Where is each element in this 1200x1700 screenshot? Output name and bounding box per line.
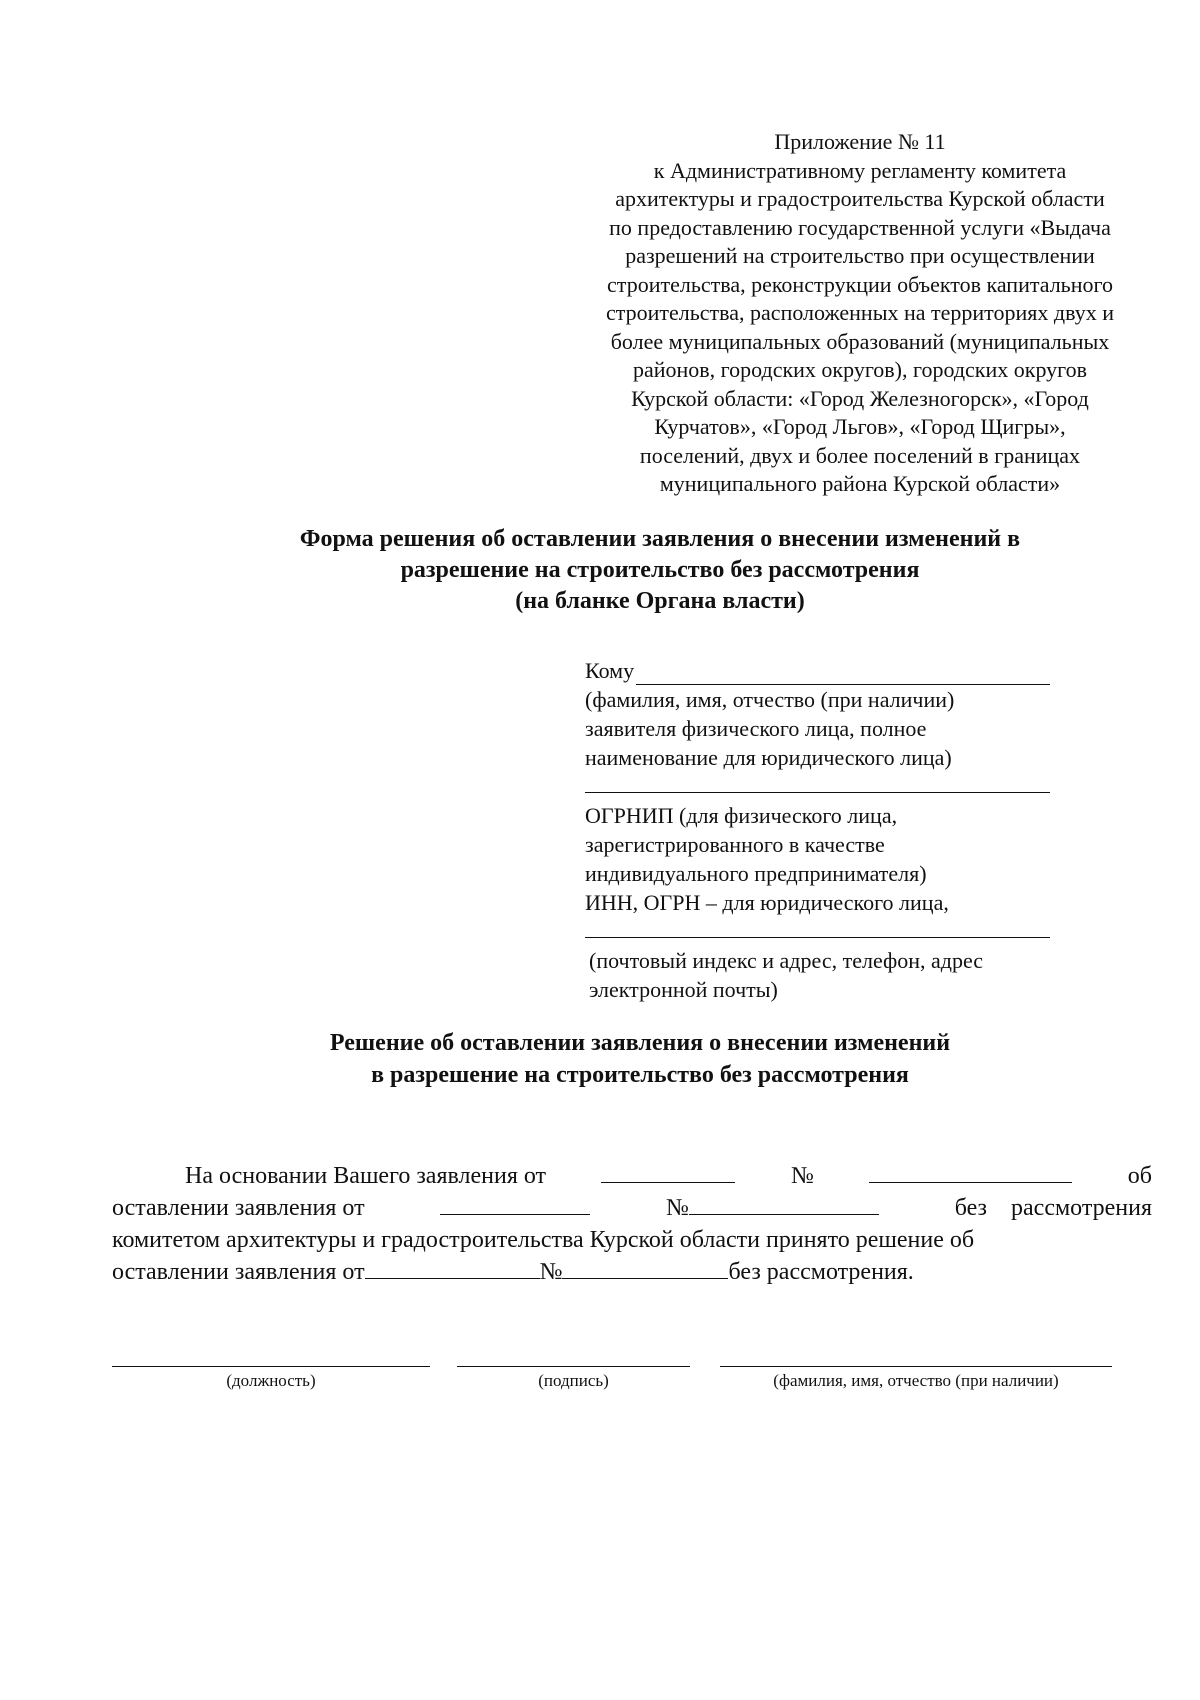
application-number-blank[interactable] (869, 1160, 1072, 1183)
recipient-block (585, 656, 1055, 1004)
recipient-to-label: Кому (585, 658, 635, 683)
application-date-blank[interactable] (601, 1160, 735, 1183)
recipient-address-blank[interactable] (585, 917, 1050, 938)
decision-body (112, 1160, 1152, 1288)
form-title (150, 524, 1170, 617)
decision-title (130, 1027, 1150, 1091)
signature-label: (подпись) (538, 1371, 609, 1390)
body-line-3 (112, 1224, 1152, 1256)
appendix-line: поселений, двух и более поселений в границах (639, 442, 1081, 468)
recipient-name-hint: заявителя физического лица, полное (585, 716, 927, 741)
full-name-field (720, 1366, 1112, 1391)
form-title-line: (на бланке Органа власти) (515, 588, 805, 614)
number-sign: № (790, 1163, 814, 1189)
decision-title-line: в разрешение на строительство без рассмотрения (371, 1062, 909, 1088)
appendix-line: строительства, расположенных на территориях двух и (605, 300, 1114, 325)
body-text-fragment: оставлении заявления от (112, 1195, 365, 1221)
decision-number-blank[interactable] (562, 1256, 728, 1279)
form-title-line: Форма решения об оставлении заявления о внесении изменений в (299, 526, 1021, 552)
body-text-fragment: комитетом архитектуры и градостроительства Курской области принято решение об (112, 1227, 975, 1253)
number-sign: № (539, 1259, 563, 1285)
body-line-1 (112, 1160, 1152, 1192)
appendix-line: Курчатов», «Город Льгов», «Город Щигры», (654, 414, 1066, 439)
body-line-2 (112, 1192, 1152, 1224)
dismissal-date-blank[interactable] (440, 1192, 590, 1215)
number-sign: № (666, 1195, 689, 1221)
signature-block (112, 1366, 1152, 1406)
appendix-line: более муниципальных образований (муниципальных (610, 328, 1110, 354)
body-text-fragment: На основании Вашего заявления от (185, 1163, 547, 1189)
appendix-line: районов, городских округов), городских округов (632, 357, 1088, 382)
recipient-address-hint: (почтовый индекс и адрес, телефон, адрес (589, 948, 984, 973)
appendix-line: Курской области: «Город Железногорск», «Город (631, 385, 1089, 411)
recipient-name-hint: наименование для юридического лица) (585, 745, 952, 770)
recipient-to-blank[interactable] (636, 662, 1050, 685)
dismissal-number-blank[interactable] (689, 1192, 879, 1215)
appendix-line: архитектуры и градостроительства Курской области (615, 186, 1105, 211)
full-name-label: (фамилия, имя, отчество (при наличии) (773, 1371, 1059, 1390)
decision-title-line: Решение об оставлении заявления о внесении изменений (329, 1030, 951, 1056)
body-line-4 (112, 1256, 1152, 1288)
recipient-ids-hint: индивидуального предпринимателя) (585, 861, 927, 886)
position-signature-field (112, 1366, 430, 1391)
body-text-fragment: об (1127, 1163, 1152, 1189)
recipient-ids-hint: ИНН, ОГРН – для юридического лица, (585, 890, 949, 915)
recipient-address-hint: электронной почты) (589, 977, 778, 1002)
position-label: (должность) (226, 1371, 316, 1390)
decision-date-blank[interactable] (365, 1256, 540, 1279)
appendix-line: Приложение № 11 (774, 129, 946, 154)
appendix-line: к Административному регламенту комитета (653, 157, 1067, 183)
signature-field (457, 1366, 690, 1391)
recipient-to-row (585, 656, 1050, 685)
recipient-ids-hint: ОГРНИП (для физического лица, (585, 803, 898, 828)
recipient-ids-hint: зарегистрированного в качестве (585, 832, 885, 857)
recipient-ids-blank[interactable] (585, 772, 1050, 793)
number-group (666, 1192, 879, 1224)
body-text-fragment: оставлении заявления от (112, 1259, 365, 1285)
appendix-line: муниципального района Курской области» (659, 471, 1061, 496)
recipient-name-hint: (фамилия, имя, отчество (при наличии) (585, 687, 955, 712)
appendix-line: строительства, реконструкции объектов капитального (607, 271, 1113, 297)
appendix-header (560, 128, 1160, 499)
appendix-line: разрешений на строительство при осуществлении (625, 243, 1095, 268)
body-text-fragment: без рассмотрения (954, 1195, 1152, 1221)
form-title-line: разрешение на строительство без рассмотрения (400, 557, 920, 583)
appendix-line: по предоставлению государственной услуги «Выдача (609, 214, 1111, 240)
body-text-fragment: без рассмотрения. (728, 1259, 914, 1285)
